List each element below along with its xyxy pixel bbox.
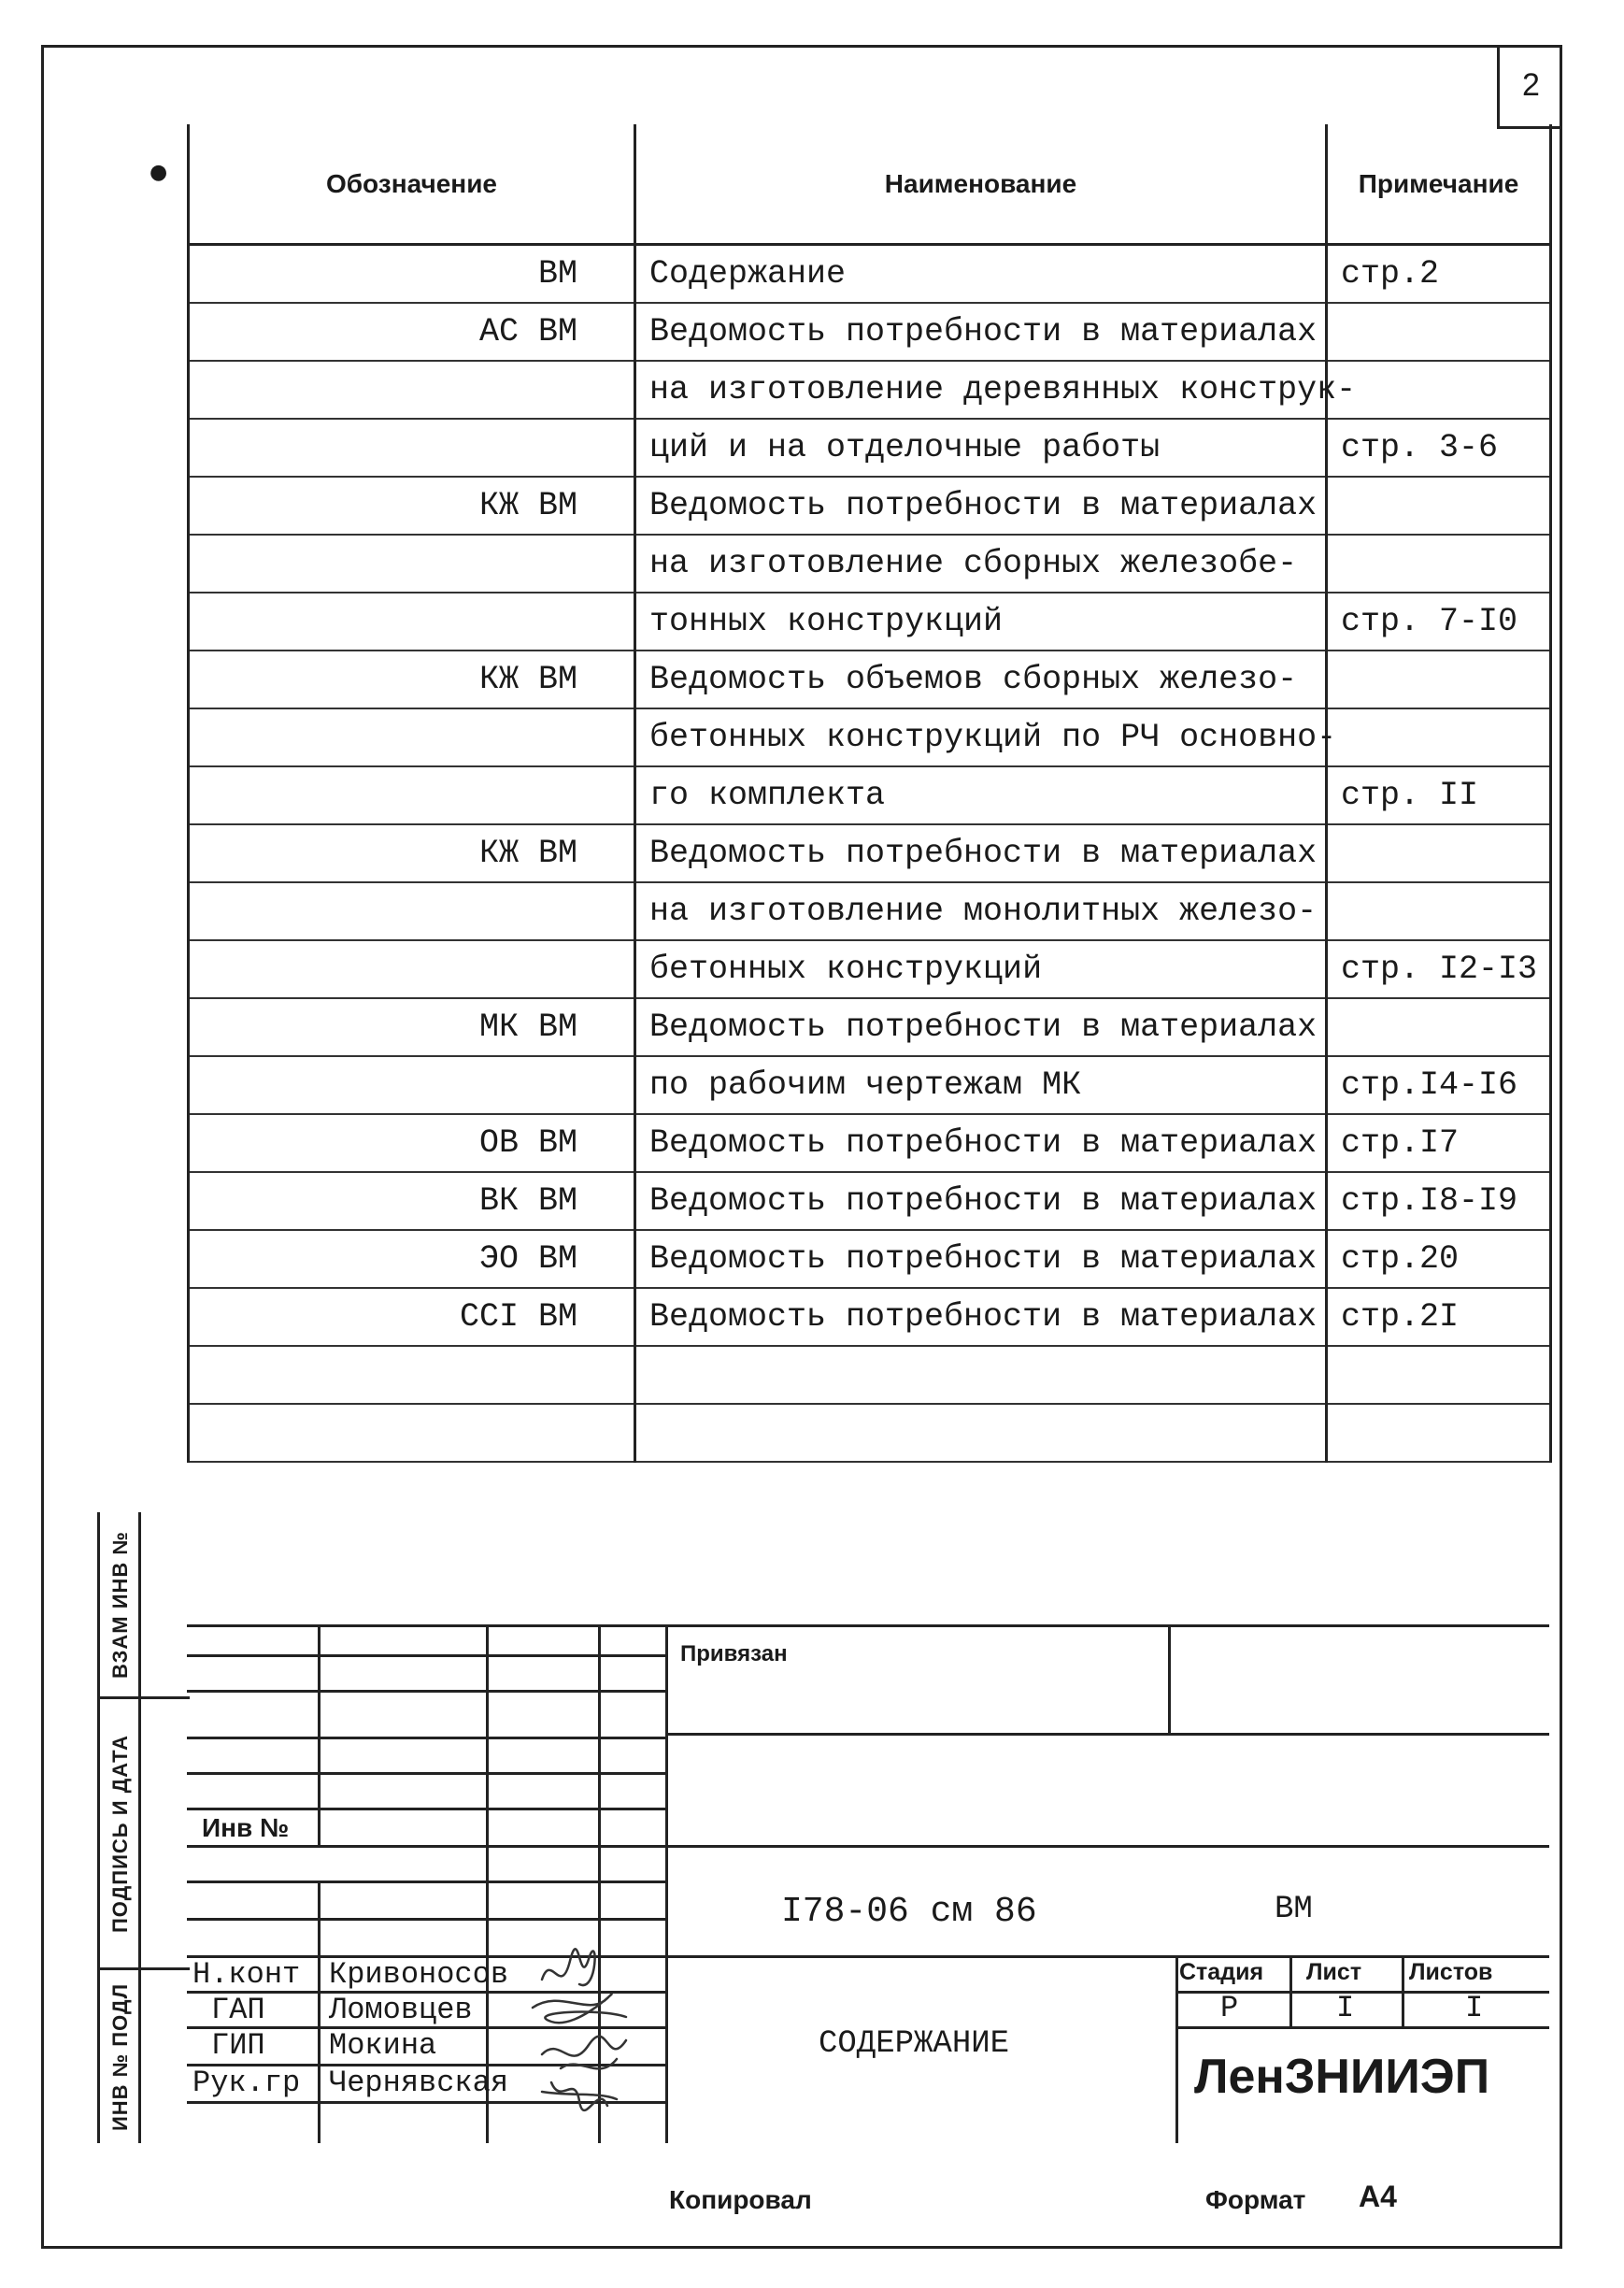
tb-line	[665, 1733, 1549, 1736]
note-cell: стр.2	[1327, 245, 1551, 304]
document-title: СОДЕРЖАНИЕ	[819, 2026, 1010, 2062]
tb-line	[1289, 1955, 1292, 2026]
document-mark: ВМ	[1275, 1892, 1313, 1927]
designation-cell	[189, 1346, 635, 1404]
table-row	[189, 303, 1551, 361]
name-cell: на изготовление монолитных железо-	[635, 882, 1327, 940]
name-cell: на изготовление сборных железобе-	[635, 535, 1327, 593]
tb-line	[187, 1624, 1549, 1627]
side-cell-vzam	[100, 1512, 190, 1699]
privyazan-label: Привязан	[680, 1641, 788, 1666]
designation-cell: ВМ	[189, 245, 635, 304]
header-name: Наименование	[635, 124, 1327, 245]
table-row	[189, 1114, 1551, 1172]
tb-line	[1175, 1955, 1178, 2143]
designation-cell: АС ВМ	[189, 303, 635, 361]
name-cell: Ведомость потребности в материалах	[635, 1288, 1327, 1346]
name-cell: Ведомость потребности в материалах	[635, 477, 1327, 535]
designation-cell	[189, 1404, 635, 1462]
tb-line	[187, 1918, 665, 1921]
designation-cell: ЭО ВМ	[189, 1230, 635, 1288]
designation-cell: МК ВМ	[189, 998, 635, 1056]
name-cell: Ведомость потребности в материалах	[635, 1114, 1327, 1172]
signature-scribbles	[523, 1942, 673, 2120]
side-label-podpis: ПОДПИСЬ И ДАТА	[108, 1734, 132, 1933]
name-cell: го комплекта	[635, 766, 1327, 824]
designation-cell: ОВ ВМ	[189, 1114, 635, 1172]
note-cell	[1327, 535, 1551, 593]
tb-line	[486, 1624, 489, 1845]
sheet-header: Лист	[1306, 1959, 1362, 1985]
tb-line	[1168, 1624, 1171, 1733]
designation-cell	[189, 1056, 635, 1114]
note-cell	[1327, 998, 1551, 1056]
sheet-number: 2	[1497, 45, 1562, 129]
table-row	[189, 245, 1551, 304]
format-label: Формат	[1205, 2185, 1306, 2214]
side-label-vzam: ВЗАМ ИНВ №	[108, 1530, 132, 1679]
name-cell: Ведомость потребности в материалах	[635, 1230, 1327, 1288]
format-value: А4	[1359, 2180, 1397, 2213]
note-cell	[1327, 708, 1551, 766]
table-row	[189, 361, 1551, 419]
signer-name: Чернявская	[329, 2066, 509, 2100]
note-cell	[1327, 361, 1551, 419]
note-cell	[1327, 651, 1551, 708]
name-cell	[635, 1346, 1327, 1404]
signer-name: Кривоносов	[329, 1957, 509, 1992]
designation-cell	[189, 766, 635, 824]
table-header	[189, 124, 1551, 245]
name-cell: тонных конструкций	[635, 593, 1327, 651]
designation-cell: ССI ВМ	[189, 1288, 635, 1346]
name-cell: Ведомость потребности в материалах	[635, 998, 1327, 1056]
name-cell: Ведомость потребности в материалах	[635, 1172, 1327, 1230]
designation-cell	[189, 535, 635, 593]
name-cell: на изготовление деревянных конструк-	[635, 361, 1327, 419]
name-cell	[635, 1404, 1327, 1462]
name-cell: бетонных конструкций	[635, 940, 1327, 998]
name-cell: бетонных конструкций по РЧ основно-	[635, 708, 1327, 766]
designation-cell	[189, 419, 635, 477]
table-row	[189, 998, 1551, 1056]
note-cell: стр.I8-I9	[1327, 1172, 1551, 1230]
note-cell: стр.I4-I6	[1327, 1056, 1551, 1114]
table-row	[189, 419, 1551, 477]
tb-line	[318, 1624, 321, 1845]
note-cell: стр.2I	[1327, 1288, 1551, 1346]
tb-line	[187, 1880, 665, 1883]
tb-line	[187, 1690, 665, 1693]
side-stamp	[97, 1512, 187, 2143]
contents-table	[187, 124, 1552, 1463]
designation-cell	[189, 708, 635, 766]
side-label-inv-podl: ИНВ № ПОДЛ	[108, 1982, 132, 2131]
table-row	[189, 593, 1551, 651]
table-row	[189, 1404, 1551, 1462]
note-cell	[1327, 1404, 1551, 1462]
tb-line	[187, 1737, 665, 1739]
table-row	[189, 766, 1551, 824]
note-cell: стр. 7-I0	[1327, 593, 1551, 651]
tb-line	[1175, 2026, 1549, 2029]
tb-line	[1402, 1955, 1404, 2026]
sheets-header: Листов	[1409, 1959, 1493, 1985]
table-row	[189, 824, 1551, 882]
designation-cell: КЖ ВМ	[189, 477, 635, 535]
designation-cell: ВК ВМ	[189, 1172, 635, 1230]
stage-value: Р	[1220, 1991, 1239, 2025]
table-row	[189, 535, 1551, 593]
designation-cell	[189, 940, 635, 998]
side-cell-inv-podl	[100, 1970, 190, 2143]
note-cell: стр. I2-I3	[1327, 940, 1551, 998]
designation-cell	[189, 361, 635, 419]
sheets-value: I	[1465, 1991, 1484, 2025]
note-cell	[1327, 1346, 1551, 1404]
note-cell: стр.20	[1327, 1230, 1551, 1288]
designation-cell: КЖ ВМ	[189, 824, 635, 882]
note-cell	[1327, 824, 1551, 882]
name-cell: Ведомость потребности в материалах	[635, 824, 1327, 882]
stage-header: Стадия	[1179, 1959, 1264, 1985]
inv-no-label: Инв №	[202, 1813, 290, 1842]
designation-cell	[189, 593, 635, 651]
name-cell: по рабочим чертежам МК	[635, 1056, 1327, 1114]
name-cell: Ведомость потребности в материалах	[635, 303, 1327, 361]
tb-line	[318, 1880, 321, 2143]
side-cell-podpis	[100, 1699, 190, 1970]
note-cell	[1327, 882, 1551, 940]
signer-name: Мокина	[329, 2028, 437, 2063]
signer-name: Ломовцев	[329, 1993, 473, 2027]
header-designation: Обозначение	[189, 124, 635, 245]
table-row	[189, 477, 1551, 535]
signer-role: ГАП	[211, 1993, 265, 2027]
tb-line	[187, 1808, 665, 1810]
table-row	[189, 1230, 1551, 1288]
note-cell	[1327, 303, 1551, 361]
note-cell	[1327, 477, 1551, 535]
document-code: I78-06 см 86	[781, 1892, 1037, 1932]
table-row	[189, 940, 1551, 998]
copied-label: Копировал	[669, 2185, 812, 2214]
table-body	[189, 245, 1551, 1463]
note-cell: стр.I7	[1327, 1114, 1551, 1172]
organization-name: ЛенЗНИИЭП	[1194, 2050, 1490, 2104]
table-row	[189, 651, 1551, 708]
table-row	[189, 882, 1551, 940]
tb-line	[187, 1845, 1549, 1848]
signer-role: Н.конт	[192, 1957, 301, 1992]
designation-cell: КЖ ВМ	[189, 651, 635, 708]
table-row	[189, 1346, 1551, 1404]
table-row	[189, 1056, 1551, 1114]
designation-cell	[189, 882, 635, 940]
header-note: Примечание	[1327, 124, 1551, 245]
name-cell: ций и на отделочные работы	[635, 419, 1327, 477]
signer-role: Рук.гр	[192, 2066, 301, 2100]
note-cell: стр. II	[1327, 766, 1551, 824]
sheet-value: I	[1336, 1991, 1355, 2025]
name-cell: Ведомость объемов сборных железо-	[635, 651, 1327, 708]
note-cell: стр. 3-6	[1327, 419, 1551, 477]
table-row	[189, 1288, 1551, 1346]
signer-role: ГИП	[211, 2028, 265, 2063]
tb-line	[187, 1654, 665, 1657]
table-row	[189, 708, 1551, 766]
table-row	[189, 1172, 1551, 1230]
margin-mark: ●	[150, 161, 168, 184]
tb-line	[187, 1772, 665, 1775]
name-cell: Содержание	[635, 245, 1327, 304]
